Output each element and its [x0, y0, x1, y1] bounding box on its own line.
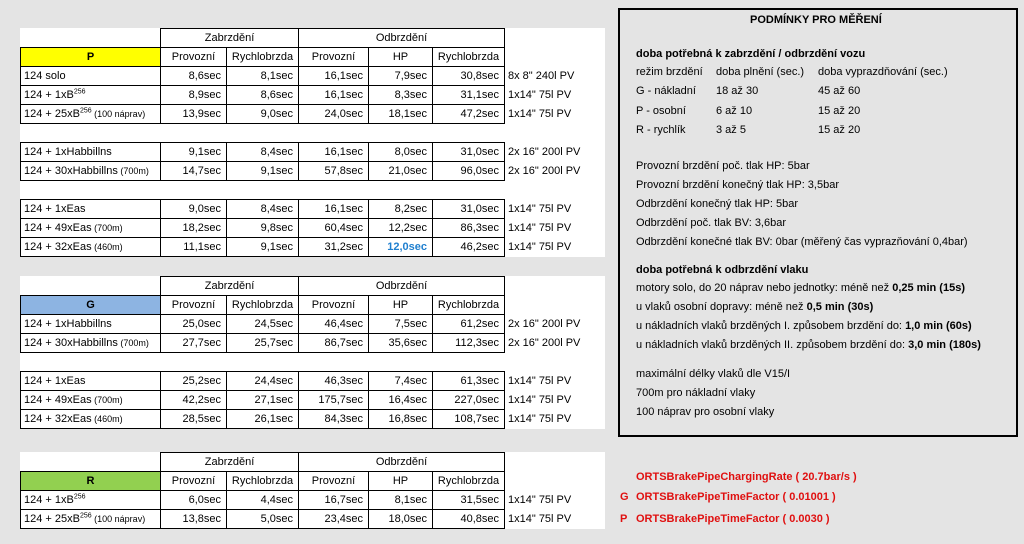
train-line: u vlaků osobní dopravy: méně než 0,5 min (30s)	[636, 301, 874, 313]
group-header-braking: Zabrzdění	[161, 453, 299, 472]
table-row	[21, 143, 605, 162]
conditions-title: PODMÍNKY PRO MĚŘENÍ	[750, 14, 882, 26]
mode-r-name: R - rychlík	[636, 124, 686, 136]
value-cell: 8,4sec	[227, 200, 299, 219]
value-cell: 14,7sec	[161, 162, 227, 181]
value-cell: 61,2sec	[433, 315, 505, 334]
reservoir-note: 1x14" 75l PV	[508, 413, 572, 425]
mode-header-col2: doba plnění (sec.)	[716, 66, 805, 78]
value-cell: 16,1sec	[299, 67, 369, 86]
reservoir-note: 1x14" 75l PV	[508, 513, 572, 525]
value-cell: 11,1sec	[161, 238, 227, 257]
mode-header-col1: režim brzdění	[636, 66, 703, 78]
mode-p-name: P - osobní	[636, 105, 686, 117]
value-cell: 31,0sec	[433, 143, 505, 162]
value-cell: 16,7sec	[299, 491, 369, 510]
value-cell: 112,3sec	[433, 334, 505, 353]
reservoir-note: 1x14" 75l PV	[508, 222, 572, 234]
table-row	[21, 86, 605, 105]
brake-table-r	[20, 452, 605, 529]
value-cell: 9,0sec	[161, 200, 227, 219]
value-cell: 9,1sec	[227, 238, 299, 257]
value-cell: 86,7sec	[299, 334, 369, 353]
value-cell: 35,6sec	[369, 334, 433, 353]
brake-table-p	[20, 28, 605, 257]
column-header: HP	[369, 296, 433, 315]
reservoir-note: 1x14" 75l PV	[508, 89, 572, 101]
value-cell: 25,7sec	[227, 334, 299, 353]
value-cell: 8,0sec	[369, 143, 433, 162]
reservoir-note: 1x14" 75l PV	[508, 241, 572, 253]
column-header: Provozní	[299, 48, 369, 67]
ort-prefix: G	[620, 491, 629, 503]
value-cell: 7,9sec	[369, 67, 433, 86]
value-cell: 13,8sec	[161, 510, 227, 529]
value-cell: 31,2sec	[299, 238, 369, 257]
table-row	[21, 162, 605, 181]
row-label: 124 + 1xHabbillns	[21, 315, 161, 334]
value-cell: 31,5sec	[433, 491, 505, 510]
value-cell: 28,5sec	[161, 410, 227, 429]
column-header: Rychlobrzda	[227, 472, 299, 491]
table-row	[21, 105, 605, 124]
pressure-line: Provozní brzdění poč. tlak HP: 5bar	[636, 160, 810, 172]
mode-p-fill: 6 až 10	[716, 105, 753, 117]
value-cell: 8,2sec	[369, 200, 433, 219]
row-label: 124 + 49xEas (700m)	[21, 391, 161, 410]
value-cell: 18,2sec	[161, 219, 227, 238]
value-cell: 46,2sec	[433, 238, 505, 257]
row-label: 124 + 1xEas	[21, 372, 161, 391]
value-cell: 27,1sec	[227, 391, 299, 410]
value-cell: 9,8sec	[227, 219, 299, 238]
value-cell: 8,6sec	[227, 86, 299, 105]
conditions-box	[618, 8, 1018, 437]
train-line: u nákladních vlaků brzděných I. způsobem brzdění do: 1,0 min (60s)	[636, 320, 972, 332]
pressure-line: Odbrzdění konečné tlak BV: 0bar (měřený čas vyprazňování 0,4bar)	[636, 236, 968, 248]
mode-label-p: P	[21, 48, 161, 67]
value-cell: 96,0sec	[433, 162, 505, 181]
table-row	[21, 200, 605, 219]
value-cell: 13,9sec	[161, 105, 227, 124]
table-row	[21, 491, 605, 510]
value-cell: 31,1sec	[433, 86, 505, 105]
value-cell: 24,4sec	[227, 372, 299, 391]
row-label: 124 + 32xEas (460m)	[21, 238, 161, 257]
ort-line: ORTSBrakePipeTimeFactor ( 0.01001 )	[636, 491, 836, 503]
value-cell: 46,3sec	[299, 372, 369, 391]
table-row	[21, 410, 605, 429]
table-row	[21, 334, 605, 353]
row-label: 124 + 30xHabbillns (700m)	[21, 334, 161, 353]
value-cell: 57,8sec	[299, 162, 369, 181]
value-cell: 25,0sec	[161, 315, 227, 334]
reservoir-note: 2x 16" 200l PV	[508, 318, 581, 330]
value-cell: 227,0sec	[433, 391, 505, 410]
reservoir-note: 1x14" 75l PV	[508, 394, 572, 406]
value-cell: 8,3sec	[369, 86, 433, 105]
group-header-braking: Zabrzdění	[161, 29, 299, 48]
value-cell: 18,1sec	[369, 105, 433, 124]
reservoir-note: 8x 8" 240l PV	[508, 70, 575, 82]
group-header-braking: Zabrzdění	[161, 277, 299, 296]
row-label: $124 + 1xB^{256}$	[21, 491, 161, 510]
value-cell: 18,0sec	[369, 510, 433, 529]
group-header-release: Odbrzdění	[299, 29, 505, 48]
value-cell: 16,1sec	[299, 86, 369, 105]
group-header-release: Odbrzdění	[299, 453, 505, 472]
value-cell: 108,7sec	[433, 410, 505, 429]
row-label: 124 + 32xEas (460m)	[21, 410, 161, 429]
column-header: Provozní	[299, 472, 369, 491]
mode-g-name: G - nákladní	[636, 85, 696, 97]
value-cell: 8,9sec	[161, 86, 227, 105]
mode-g-fill: 18 až 30	[716, 85, 759, 97]
column-header: HP	[369, 48, 433, 67]
pressure-line: Odbrzdění poč. tlak BV: 3,6bar	[636, 217, 787, 229]
pressure-line: Provozní brzdění konečný tlak HP: 3,5bar	[636, 179, 839, 191]
column-header: Rychlobrzda	[433, 296, 505, 315]
value-cell: 4,4sec	[227, 491, 299, 510]
table-row	[21, 67, 605, 86]
table-row	[21, 219, 605, 238]
value-cell: 60,4sec	[299, 219, 369, 238]
mode-g-empty: 45 až 60	[818, 85, 861, 97]
column-header: Rychlobrzda	[227, 296, 299, 315]
value-cell: 24,5sec	[227, 315, 299, 334]
train-line: u nákladních vlaků brzděných II. způsobem brzdění do: 3,0 min (180s)	[636, 339, 981, 351]
mode-r-empty: 15 až 20	[818, 124, 861, 136]
value-cell: 16,1sec	[299, 143, 369, 162]
value-cell: 46,4sec	[299, 315, 369, 334]
reservoir-note: 1x14" 75l PV	[508, 494, 572, 506]
row-label: 124 + 1xHabbillns	[21, 143, 161, 162]
reservoir-note: 1x14" 75l PV	[508, 203, 572, 215]
reservoir-note: 2x 16" 200l PV	[508, 146, 581, 158]
row-label: 124 + 49xEas (700m)	[21, 219, 161, 238]
ort-line: ORTSBrakePipeChargingRate ( 20.7bar/s )	[636, 471, 857, 483]
column-header: Rychlobrzda	[433, 48, 505, 67]
value-cell: 12,0sec	[369, 238, 433, 257]
ort-prefix: P	[620, 513, 628, 525]
row-label: 124 + 30xHabbillns (700m)	[21, 162, 161, 181]
column-header: Provozní	[161, 48, 227, 67]
value-cell: 26,1sec	[227, 410, 299, 429]
value-cell: 8,1sec	[227, 67, 299, 86]
ort-line: ORTSBrakePipeTimeFactor ( 0.0030 )	[636, 513, 830, 525]
value-cell: 5,0sec	[227, 510, 299, 529]
row-label: 124 + 1xEas	[21, 200, 161, 219]
max-line: 100 náprav pro osobní vlaky	[636, 406, 775, 418]
pressure-line: Odbrzdění konečný tlak HP: 5bar	[636, 198, 799, 210]
value-cell: 7,5sec	[369, 315, 433, 334]
value-cell: 12,2sec	[369, 219, 433, 238]
row-label: $124 + 25xB^{256}$ (100 náprav)	[21, 105, 161, 124]
section1-title: doba potřebná k zabrzdění / odbrzdění vozu	[636, 48, 866, 60]
brake-table-g	[20, 276, 605, 429]
value-cell: 16,8sec	[369, 410, 433, 429]
value-cell: 6,0sec	[161, 491, 227, 510]
value-cell: 16,4sec	[369, 391, 433, 410]
value-cell: 30,8sec	[433, 67, 505, 86]
column-header: Provozní	[161, 472, 227, 491]
table-row	[21, 510, 605, 529]
table-row	[21, 391, 605, 410]
value-cell: 27,7sec	[161, 334, 227, 353]
value-cell: 24,0sec	[299, 105, 369, 124]
table-row	[21, 315, 605, 334]
value-cell: 31,0sec	[433, 200, 505, 219]
mode-p-empty: 15 až 20	[818, 105, 861, 117]
value-cell: 9,0sec	[227, 105, 299, 124]
column-header: Rychlobrzda	[433, 472, 505, 491]
section2-title: doba potřebná k odbrzdění vlaku	[636, 264, 809, 276]
value-cell: 23,4sec	[299, 510, 369, 529]
value-cell: 21,0sec	[369, 162, 433, 181]
column-header: Rychlobrzda	[227, 48, 299, 67]
reservoir-note: 2x 16" 200l PV	[508, 337, 581, 349]
reservoir-note: 1x14" 75l PV	[508, 108, 572, 120]
value-cell: 16,1sec	[299, 200, 369, 219]
max-line: maximální délky vlaků dle V15/I	[636, 368, 791, 380]
column-header: Provozní	[299, 296, 369, 315]
table-row	[21, 238, 605, 257]
value-cell: 47,2sec	[433, 105, 505, 124]
value-cell: 40,8sec	[433, 510, 505, 529]
mode-label-r: R	[21, 472, 161, 491]
row-label: 124 solo	[21, 67, 161, 86]
value-cell: 8,1sec	[369, 491, 433, 510]
value-cell: 25,2sec	[161, 372, 227, 391]
reservoir-note: 2x 16" 200l PV	[508, 165, 581, 177]
mode-r-fill: 3 až 5	[716, 124, 746, 136]
group-header-release: Odbrzdění	[299, 277, 505, 296]
table-row	[21, 372, 605, 391]
value-cell: 9,1sec	[161, 143, 227, 162]
mode-label-g: G	[21, 296, 161, 315]
value-cell: 175,7sec	[299, 391, 369, 410]
max-line: 700m pro nákladní vlaky	[636, 387, 756, 399]
column-header: Provozní	[161, 296, 227, 315]
column-header: HP	[369, 472, 433, 491]
mode-header-col3: doba vyprazdňování (sec.)	[818, 66, 948, 78]
value-cell: 7,4sec	[369, 372, 433, 391]
value-cell: 86,3sec	[433, 219, 505, 238]
reservoir-note: 1x14" 75l PV	[508, 375, 572, 387]
value-cell: 9,1sec	[227, 162, 299, 181]
train-line: motory solo, do 20 náprav nebo jednotky: méně než 0,25 min (15s)	[636, 282, 965, 294]
value-cell: 84,3sec	[299, 410, 369, 429]
value-cell: 42,2sec	[161, 391, 227, 410]
row-label: $124 + 25xB^{256}$ (100 náprav)	[21, 510, 161, 529]
value-cell: 8,6sec	[161, 67, 227, 86]
row-label: $124 + 1xB^{256}$	[21, 86, 161, 105]
value-cell: 61,3sec	[433, 372, 505, 391]
value-cell: 8,4sec	[227, 143, 299, 162]
